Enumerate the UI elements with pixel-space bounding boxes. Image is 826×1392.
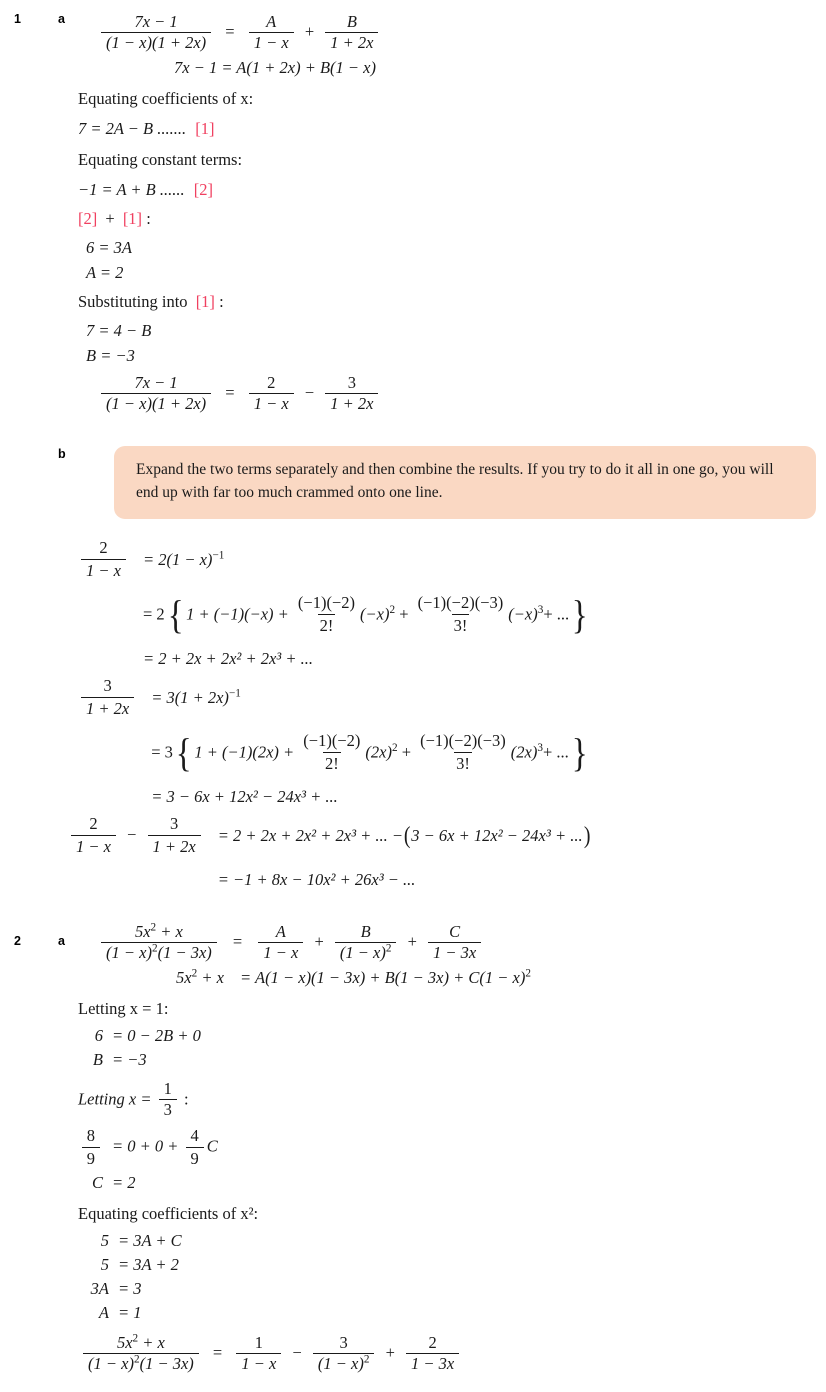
brace-open: { <box>175 729 192 775</box>
rhs-expression: = 1 <box>118 1303 142 1323</box>
frac-num: B <box>360 921 371 941</box>
equation-B-equals-minus3: B = −3 <box>86 346 135 366</box>
frac-den: 1 + 2x <box>81 697 134 719</box>
frac-den: (1 − x)(1 + 2x) <box>101 393 211 413</box>
rhs-expression: = 0 − 2B + 0 <box>112 1026 201 1046</box>
frac-den: 9 <box>82 1147 100 1169</box>
question-number-1: 1 <box>14 12 21 26</box>
frac-num: 7x − 1 <box>134 12 178 32</box>
operation-add-equations <box>78 210 826 228</box>
equation-ref-1: [1] <box>195 292 215 312</box>
series-term-1: 1 + (−1)(−x) + <box>186 603 289 623</box>
minus-sign: − <box>127 824 137 844</box>
label: Equating coefficients of x: <box>78 89 254 109</box>
equation-1a-numerators: 7x − 1 = A(1 + 2x) + B(1 − x) <box>174 58 376 78</box>
minus-sign: − <box>292 1342 302 1362</box>
frac-num: $5x^2 + x$ <box>116 1332 165 1352</box>
solve-for-C <box>78 1124 218 1195</box>
combine-bracket-body: 3 − 6x + 12x² − 24x³ + ... <box>411 825 583 845</box>
label: Letting x = <box>78 1089 152 1109</box>
exponent: 2 <box>389 603 396 616</box>
question-part-1a: a <box>58 12 65 26</box>
exponent: 2 <box>391 741 398 754</box>
frac-num: C <box>449 921 461 941</box>
equals-sign: = <box>225 382 235 402</box>
frac-den: 1 + 2x <box>325 32 378 52</box>
series-term-1: 1 + (−1)(2x) + <box>194 741 295 761</box>
equation-1 <box>78 120 826 138</box>
expansion-prefix: = 3 <box>151 741 173 761</box>
equation-ref-1: [1] <box>122 208 143 228</box>
expansion-result-2: = 3 − 6x + 12x² − 24x³ + ... <box>151 786 338 806</box>
text-substituting <box>78 293 826 311</box>
text-equating-coefficients-x2 <box>78 1204 826 1224</box>
equation-ref-1: [1] <box>195 119 215 139</box>
frac-num: 3 <box>103 675 112 695</box>
combine-result: = −1 + 8x − 10x² + 26x³ − ... <box>217 869 416 889</box>
paren-open: ( <box>403 822 411 850</box>
series-term-2: (−x) <box>360 603 390 623</box>
series-term-2: (2x) <box>365 741 392 761</box>
plus-sign: + <box>401 741 411 761</box>
colon: : <box>146 208 151 228</box>
plus-sign: + <box>105 208 115 228</box>
solve-for-A <box>78 1229 182 1325</box>
equals-sign: = <box>232 932 243 952</box>
exponent: 3 <box>537 741 543 754</box>
combine-line-1: = 2 + 2x + 2x² + 2x³ + ... − <box>217 825 404 845</box>
frac-num: 4 <box>190 1125 199 1145</box>
lhs-value: C <box>91 1173 103 1193</box>
colon: : <box>219 292 224 312</box>
frac-num: 2 <box>428 1332 437 1352</box>
lhs-value: 5 <box>100 1255 109 1275</box>
solve-for-B <box>78 1024 201 1072</box>
frac-num: B <box>346 12 357 32</box>
frac-den: (1 − x)(1 + 2x) <box>101 32 211 52</box>
equation-2a-numerators <box>176 969 826 987</box>
frac-den: 3! <box>456 753 470 773</box>
label: Substituting into <box>78 292 188 312</box>
equation-2a-result <box>80 1334 826 1391</box>
frac-num: A <box>266 12 277 32</box>
lhs-value: 5 <box>100 1231 109 1251</box>
plus-sign: + <box>304 22 315 42</box>
frac-den: 1 − x <box>258 942 303 962</box>
series-term-3: (−x) <box>508 603 538 623</box>
label: Equating coefficients of x²: <box>78 1204 259 1224</box>
text-letting-x-equals-one-third <box>78 1081 826 1120</box>
equation-6-equals-3A: 6 = 3A <box>86 237 132 257</box>
rhs-expression: = 2 <box>112 1173 136 1193</box>
ellipsis: + ... <box>542 741 569 761</box>
frac-num: (−1)(−2) <box>297 592 355 612</box>
plus-sign: + <box>314 932 324 952</box>
frac-den: 1 − 3x <box>406 1353 459 1373</box>
frac-den: 1 − 3x <box>428 942 481 962</box>
frac-den: 1 − x <box>81 559 126 581</box>
frac-num: 7x − 1 <box>134 372 178 392</box>
frac-den: 3! <box>453 615 468 635</box>
rhs-prefix: = 0 + 0 + <box>112 1136 179 1156</box>
expansion-prefix: = 2 <box>142 603 165 623</box>
equation-A-equals-2: A = 2 <box>86 262 124 282</box>
rhs-expression: = 3A + 2 <box>118 1255 179 1275</box>
equals-sign: = <box>225 22 235 42</box>
brace-close: } <box>571 729 588 775</box>
series-term-3: (2x) <box>510 741 538 761</box>
numerator-lhs: $5x^2 + x$ <box>176 967 224 987</box>
frac-den: 2! <box>319 615 334 635</box>
equation-1a-result <box>98 372 826 414</box>
frac-den: $(1 - x)^2(1 - 3x)$ <box>101 942 217 962</box>
rhs-variable: C <box>206 1136 218 1156</box>
brace-open: { <box>167 591 184 637</box>
frac-den: 2! <box>324 753 339 773</box>
exponent: −1 <box>228 687 241 700</box>
frac-den: $(1 - x)^2(1 - 3x)$ <box>83 1353 199 1373</box>
plus-sign: + <box>407 932 417 952</box>
rhs-expression: = −3 <box>112 1050 147 1070</box>
rhs-expression: = 3 <box>118 1279 142 1299</box>
equation-ref-2: [2] <box>193 179 213 199</box>
brace-close: } <box>571 591 588 637</box>
expansion-2-over-1-minus-x <box>78 537 591 671</box>
paren-close: ) <box>583 822 591 850</box>
frac-den: $(1 - x)^2$ <box>335 942 397 962</box>
equation-2 <box>78 181 826 199</box>
numerator-rhs: = $A(1 - x)(1 - 3x) + B(1 - 3x) + C(1 - x)^2$ <box>240 967 531 987</box>
expansion-line-1: = 3(1 + 2x) <box>151 688 229 708</box>
lhs-value: 6 <box>94 1026 103 1046</box>
equation-7-equals-4-minus-B: 7 = 4 − B <box>86 321 152 341</box>
frac-den: 1 − x <box>71 835 116 857</box>
exponent: −1 <box>212 549 225 562</box>
frac-den: 1 + 2x <box>325 393 378 413</box>
frac-num: A <box>275 921 286 941</box>
frac-num: 1 <box>163 1079 172 1099</box>
colon: : <box>183 1089 189 1109</box>
combination-of-expansions <box>68 813 591 892</box>
equation-body: −1 = A + B ...... <box>78 179 185 199</box>
frac-den: 9 <box>186 1147 204 1169</box>
equation-body: 7 = 2A − B ....... <box>78 119 187 139</box>
minus-sign: − <box>304 382 315 402</box>
frac-num: 2 <box>89 813 98 833</box>
frac-num: $5x^2 + x$ <box>134 921 183 941</box>
frac-num: (−1)(−2) <box>303 730 361 750</box>
plus-sign: + <box>399 603 409 623</box>
frac-num: 2 <box>99 537 108 557</box>
question-part-1b: b <box>58 446 66 461</box>
frac-den: 1 − x <box>249 32 294 52</box>
frac-den: 1 − x <box>236 1353 281 1373</box>
hint-box <box>114 446 816 519</box>
expansion-result-1: = 2 + 2x + 2x² + 2x³ + ... <box>142 648 314 668</box>
frac-den: 3 <box>159 1099 177 1119</box>
plus-sign: + <box>385 1342 395 1362</box>
equation-ref-2: [2] <box>78 208 98 228</box>
question-part-2a: a <box>58 933 65 948</box>
frac-den: 1 − x <box>249 393 294 413</box>
equation-2a-partial-fractions <box>98 920 826 963</box>
frac-num: 2 <box>267 372 276 392</box>
equals-sign: = <box>212 1342 223 1362</box>
frac-num: 3 <box>170 813 179 833</box>
frac-num: (−1)(−2)(−3) <box>417 592 504 612</box>
lhs-value: 3A <box>90 1279 109 1299</box>
text-equating-coefficients-x <box>78 89 826 109</box>
text-letting-x-equals-1: Letting x = 1: <box>78 999 169 1019</box>
expansion-3-over-1-plus-2x <box>78 675 590 809</box>
rhs-expression: = 3A + C <box>118 1231 182 1251</box>
lhs-value: A <box>98 1303 109 1323</box>
equation-1a-partial-fractions <box>98 10 826 53</box>
question-number-2: 2 <box>14 933 21 948</box>
frac-num: 1 <box>254 1332 263 1352</box>
frac-num: (−1)(−2)(−3) <box>420 730 506 750</box>
frac-den: 1 + 2x <box>148 835 201 857</box>
ellipsis: + ... <box>543 603 570 623</box>
frac-num: 3 <box>339 1332 348 1352</box>
lhs-value: B <box>92 1050 103 1070</box>
hint-text: Expand the two terms separately and then combine the results. If you try to do it all in one go, you will end up with far too much crammed onto one line. <box>136 460 774 501</box>
frac-den: $(1 - x)^2$ <box>313 1353 375 1373</box>
frac-num: 8 <box>86 1125 95 1145</box>
frac-num: 3 <box>347 372 356 392</box>
expansion-line-1: = 2(1 − x) <box>142 550 213 570</box>
text-equating-constants: Equating constant terms: <box>78 149 243 169</box>
exponent: 3 <box>537 603 544 616</box>
